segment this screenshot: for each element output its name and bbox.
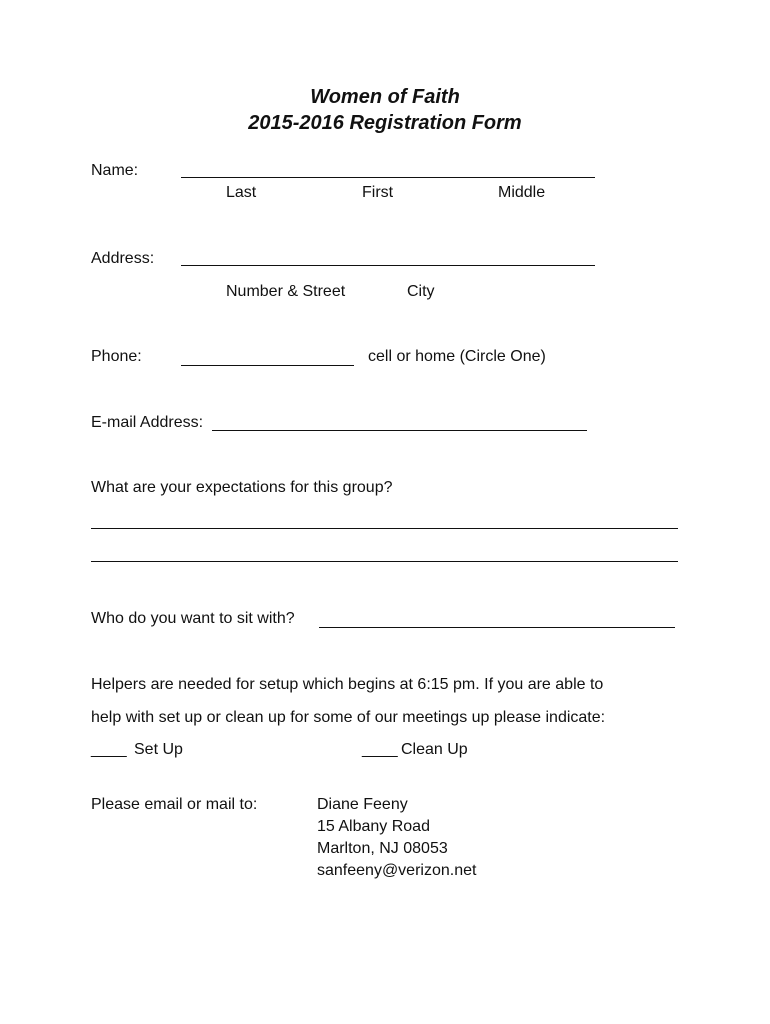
name-sub-last: Last (226, 184, 257, 201)
cleanup-label: Clean Up (401, 741, 468, 758)
phone-field-line[interactable] (181, 365, 354, 366)
contact-street: 15 Albany Road (317, 818, 430, 835)
contact-city-state-zip: Marlton, NJ 08053 (317, 840, 448, 857)
phone-type-note: cell or home (Circle One) (368, 348, 546, 365)
setup-label: Set Up (134, 741, 183, 758)
phone-label: Phone: (91, 348, 142, 365)
sit-with-field-line[interactable] (319, 627, 675, 628)
helpers-text-line-1: Helpers are needed for setup which begins at 6:15 pm. If you are able to (91, 676, 604, 693)
name-sub-first: First (362, 184, 394, 201)
address-field-line[interactable] (181, 265, 595, 266)
email-label: E-mail Address: (91, 414, 204, 431)
contact-name: Diane Feeny (317, 796, 408, 813)
expectations-answer-line-1[interactable] (91, 528, 678, 529)
form-subtitle: 2015-2016 Registration Form (248, 112, 522, 134)
form-title: Women of Faith (310, 86, 460, 108)
address-sub-city: City (407, 283, 435, 300)
cleanup-blank[interactable]: ____ (362, 741, 398, 758)
expectations-answer-line-2[interactable] (91, 561, 678, 562)
expectations-question: What are your expectations for this group? (91, 479, 393, 496)
email-field-line[interactable] (212, 430, 587, 431)
name-field-line[interactable] (181, 177, 595, 178)
name-label: Name: (91, 162, 139, 179)
setup-blank[interactable]: ____ (91, 741, 127, 758)
helpers-text-line-2: help with set up or clean up for some of our meetings up please indicate: (91, 709, 606, 726)
address-sub-street: Number & Street (226, 283, 346, 300)
contact-label: Please email or mail to: (91, 796, 258, 813)
name-sub-middle: Middle (498, 184, 546, 201)
contact-email: sanfeeny@verizon.net (317, 862, 477, 879)
address-label: Address: (91, 250, 155, 267)
sit-with-question: Who do you want to sit with? (91, 610, 295, 627)
